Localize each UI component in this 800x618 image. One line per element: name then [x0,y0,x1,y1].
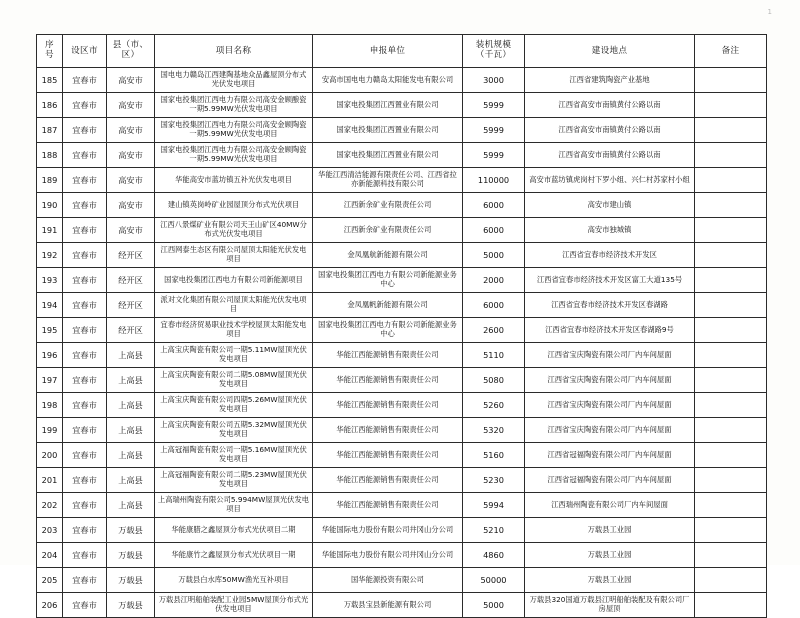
header-num-line1: 序 [45,40,54,51]
cell-remark [695,68,767,93]
cell-remark [695,393,767,418]
cell-capacity: 5110 [463,343,525,368]
cell-remark [695,568,767,593]
cell-applicant: 华能江西能源销售有限责任公司 [313,343,463,368]
cell-city: 宜春市 [63,218,107,243]
cell-remark [695,218,767,243]
table-row [37,318,767,343]
table-row [37,68,767,93]
cell-capacity: 50000 [463,568,525,593]
cell-capacity: 5999 [463,143,525,168]
cell-applicant: 华能国际电力股份有限公司井冈山分公司 [313,543,463,568]
cell-num: 194 [37,293,63,318]
cell-county: 上高县 [107,443,155,468]
cell-site: 江西省高安市南镇黄付公路以南 [525,93,695,118]
table-header-row [37,35,767,68]
header-num [37,35,63,68]
cell-site: 万载县工业园 [525,518,695,543]
cell-applicant: 华能江西能源销售有限责任公司 [313,368,463,393]
table-row [37,193,767,218]
header-capacity-line2: （千瓦） [475,50,512,60]
cell-city: 宜春市 [63,68,107,93]
cell-site: 高安市建山镇 [525,193,695,218]
cell-site: 万载县工业园 [525,568,695,593]
cell-num: 203 [37,518,63,543]
cell-remark [695,168,767,193]
cell-capacity: 4860 [463,543,525,568]
cell-num: 192 [37,243,63,268]
cell-remark [695,468,767,493]
table-row [37,593,767,618]
cell-site: 江西瑞州陶瓷有限公司厂内车间屋面 [525,493,695,518]
cell-num: 189 [37,168,63,193]
cell-num: 186 [37,93,63,118]
cell-remark [695,443,767,468]
cell-num: 195 [37,318,63,343]
cell-county: 上高县 [107,493,155,518]
cell-num: 185 [37,68,63,93]
cell-city: 宜春市 [63,543,107,568]
cell-project-name: 宜春市经济贸易职业技术学校屋顶太阳能发电项目 [155,318,313,343]
cell-remark [695,368,767,393]
cell-remark [695,293,767,318]
cell-city: 宜春市 [63,243,107,268]
cell-capacity: 5160 [463,443,525,468]
cell-capacity: 2600 [463,318,525,343]
cell-county: 万载县 [107,568,155,593]
cell-city: 宜春市 [63,418,107,443]
cell-remark [695,543,767,568]
table-row [37,568,767,593]
cell-city: 宜春市 [63,568,107,593]
cell-county: 经开区 [107,268,155,293]
cell-project-name: 上高瑞州陶瓷有限公司5.994MW屋顶光伏发电项目 [155,493,313,518]
cell-project-name: 江西八景煤矿业有限公司天王山矿区40MW分布式光伏发电项目 [155,218,313,243]
cell-project-name: 国家电投集团江西电力有限公司高安金顾酿瓷一期5.99MW光伏发电项目 [155,93,313,118]
cell-project-name: 国家电投集团江西电力有限公司高安金顾陶瓷一期5.99MW光伏发电项目 [155,118,313,143]
cell-county: 经开区 [107,318,155,343]
cell-county: 上高县 [107,343,155,368]
cell-num: 187 [37,118,63,143]
cell-num: 200 [37,443,63,468]
cell-applicant: 金凤凰帆新能源有限公司 [313,293,463,318]
cell-site: 高安市独城镇 [525,218,695,243]
cell-applicant: 江西新余矿业有限责任公司 [313,193,463,218]
cell-city: 宜春市 [63,468,107,493]
cell-county: 经开区 [107,293,155,318]
cell-applicant: 国家电投集团江西电力有限公司新能源业务中心 [313,318,463,343]
table-row [37,368,767,393]
cell-county: 高安市 [107,193,155,218]
cell-county: 上高县 [107,368,155,393]
cell-num: 199 [37,418,63,443]
cell-capacity: 5994 [463,493,525,518]
cell-site: 江西省冠福陶瓷有限公司厂内车间屋面 [525,443,695,468]
cell-num: 190 [37,193,63,218]
cell-county: 万载县 [107,543,155,568]
cell-capacity: 6000 [463,193,525,218]
cell-city: 宜春市 [63,443,107,468]
cell-county: 高安市 [107,118,155,143]
cell-site: 江西省宝庆陶瓷有限公司厂内车间屋面 [525,393,695,418]
cell-applicant: 华能江西能源销售有限责任公司 [313,493,463,518]
cell-num: 188 [37,143,63,168]
table-row [37,493,767,518]
cell-project-name: 上高宝庆陶瓷有限公司二期5.08MW屋顶光伏发电项目 [155,368,313,393]
cell-site: 万载县工业园 [525,543,695,568]
cell-project-name: 上高冠福陶瓷有限公司二期5.23MW屋顶光伏发电项目 [155,468,313,493]
cell-capacity: 5230 [463,468,525,493]
cell-applicant: 金凤凰航新能源有限公司 [313,243,463,268]
table-row [37,518,767,543]
cell-num: 198 [37,393,63,418]
cell-county: 高安市 [107,93,155,118]
cell-num: 197 [37,368,63,393]
cell-county: 上高县 [107,468,155,493]
cell-applicant: 国家电投集团江西置业有限公司 [313,93,463,118]
header-project-name: 项目名称 [155,35,313,68]
table-row [37,168,767,193]
header-capacity [463,35,525,68]
cell-capacity: 5210 [463,518,525,543]
cell-city: 宜春市 [63,493,107,518]
cell-city: 宜春市 [63,343,107,368]
cell-num: 201 [37,468,63,493]
cell-site: 江西省冠福陶瓷有限公司厂内车间屋面 [525,468,695,493]
cell-project-name: 华能高安市蓝坊镇五补光伏发电项目 [155,168,313,193]
header-site: 建设地点 [525,35,695,68]
cell-site: 江西省宜春市经济技术开发区春湖路 [525,293,695,318]
cell-city: 宜春市 [63,268,107,293]
table-row [37,93,767,118]
cell-num: 191 [37,218,63,243]
cell-city: 宜春市 [63,93,107,118]
cell-num: 206 [37,593,63,618]
cell-num: 202 [37,493,63,518]
table-row [37,143,767,168]
cell-project-name: 派对文化集团有限公司屋顶太阳能光伏发电项目 [155,293,313,318]
project-table [36,34,767,618]
cell-applicant: 华能江西清洁能源有限责任公司、江西省拉亦新能源科技有限公司 [313,168,463,193]
cell-num: 193 [37,268,63,293]
cell-applicant: 华能国际电力股份有限公司井冈山分公司 [313,518,463,543]
table-row [37,393,767,418]
table-row [37,118,767,143]
cell-county: 经开区 [107,243,155,268]
cell-applicant: 国家电投集团江西置业有限公司 [313,118,463,143]
cell-capacity: 5999 [463,118,525,143]
cell-county: 万载县 [107,593,155,618]
cell-city: 宜春市 [63,318,107,343]
cell-capacity: 5000 [463,593,525,618]
cell-county: 上高县 [107,393,155,418]
page-corner-mark: 1 [767,8,772,16]
cell-applicant: 国华能源投资有限公司 [313,568,463,593]
cell-applicant: 华能江西能源销售有限责任公司 [313,393,463,418]
cell-site: 江西省宜春市经济技术开发区 [525,243,695,268]
header-capacity-line1: 装机规模 [475,40,512,51]
header-remark: 备注 [695,35,767,68]
cell-site: 江西省宝庆陶瓷有限公司厂内车间屋面 [525,418,695,443]
cell-project-name: 华能康腊之鑫屋顶分布式光伏项目二期 [155,518,313,543]
header-city: 设区市 [63,35,107,68]
cell-remark [695,143,767,168]
cell-capacity: 5320 [463,418,525,443]
cell-city: 宜春市 [63,393,107,418]
cell-project-name: 国家电投集团江西电力有限公司高安金顾陶瓷一期5.99MW光伏发电项目 [155,143,313,168]
cell-project-name: 国电电力赣岛江西建陶基地众品鑫屋顶分布式光伏发电项目 [155,68,313,93]
cell-project-name: 建山镇英岗岭矿业园屋顶分布式光伏项目 [155,193,313,218]
cell-remark [695,518,767,543]
cell-county: 高安市 [107,218,155,243]
cell-remark [695,118,767,143]
cell-num: 196 [37,343,63,368]
cell-applicant: 安高市国电电力赣岛太阳能发电有限公司 [313,68,463,93]
cell-capacity: 5000 [463,243,525,268]
header-num-line2: 号 [45,50,54,60]
cell-project-name: 上高冠福陶瓷有限公司一期5.16MW屋顶光伏发电项目 [155,443,313,468]
cell-city: 宜春市 [63,593,107,618]
cell-remark [695,418,767,443]
cell-city: 宜春市 [63,193,107,218]
cell-project-name: 上高宝庆陶瓷有限公司一期5.11MW屋顶光伏发电项目 [155,343,313,368]
cell-num: 204 [37,543,63,568]
cell-site: 江西省高安市南镇黄付公路以南 [525,143,695,168]
cell-site: 万载县320国道万载县江明船舶装配及有限公司厂房屋顶 [525,593,695,618]
cell-county: 上高县 [107,418,155,443]
cell-site: 江西省宜春市经济技术开发区春湖路9号 [525,318,695,343]
cell-remark [695,193,767,218]
cell-project-name: 上高宝庆陶瓷有限公司五期5.32MW屋顶光伏发电项目 [155,418,313,443]
cell-site: 江西省宜春市经济技术开发区富工大道135号 [525,268,695,293]
cell-applicant: 江西新余矿业有限责任公司 [313,218,463,243]
cell-county: 高安市 [107,168,155,193]
cell-applicant: 国家电投集团江西电力有限公司新能源业务中心 [313,268,463,293]
header-county [107,35,155,68]
cell-remark [695,593,767,618]
cell-site: 高安市蓝坊镇虎岗村下罗小组、兴仁村苏家村小组 [525,168,695,193]
cell-num: 205 [37,568,63,593]
cell-applicant: 华能江西能源销售有限责任公司 [313,443,463,468]
cell-project-name: 华能康竹之鑫屋顶分布式光伏项目一期 [155,543,313,568]
cell-project-name: 上高宝庆陶瓷有限公司四期5.26MW屋顶光伏发电项目 [155,393,313,418]
table-row [37,268,767,293]
cell-capacity: 3000 [463,68,525,93]
table-row [37,343,767,368]
cell-remark [695,343,767,368]
header-county-line2: 区） [121,50,140,60]
table-row [37,443,767,468]
cell-capacity: 5260 [463,393,525,418]
cell-capacity: 6000 [463,293,525,318]
table-row [37,468,767,493]
cell-site: 江西省高安市南镇黄付公路以南 [525,118,695,143]
cell-city: 宜春市 [63,168,107,193]
cell-site: 江西省宝庆陶瓷有限公司厂内车间屋面 [525,368,695,393]
cell-capacity: 5080 [463,368,525,393]
cell-remark [695,93,767,118]
cell-capacity: 2000 [463,268,525,293]
cell-remark [695,318,767,343]
cell-capacity: 5999 [463,93,525,118]
cell-applicant: 华能江西能源销售有限责任公司 [313,468,463,493]
table-row [37,218,767,243]
table-body [37,68,767,618]
header-applicant: 申报单位 [313,35,463,68]
cell-capacity: 110000 [463,168,525,193]
cell-capacity: 6000 [463,218,525,243]
cell-city: 宜春市 [63,143,107,168]
cell-remark [695,268,767,293]
project-table-wrapper [36,34,766,618]
cell-city: 宜春市 [63,293,107,318]
cell-city: 宜春市 [63,118,107,143]
cell-applicant: 万载县宝县新能源有限公司 [313,593,463,618]
cell-remark [695,493,767,518]
cell-site: 江西省建筑陶瓷产业基地 [525,68,695,93]
table-row [37,243,767,268]
cell-site: 江西省宝庆陶瓷有限公司厂内车间屋面 [525,343,695,368]
table-header [37,35,767,68]
cell-city: 宜春市 [63,368,107,393]
cell-county: 高安市 [107,68,155,93]
cell-county: 万载县 [107,518,155,543]
cell-remark [695,243,767,268]
table-row [37,418,767,443]
table-row [37,293,767,318]
header-county-line1: 县（市、 [112,40,149,51]
cell-applicant: 华能江西能源销售有限责任公司 [313,418,463,443]
table-row [37,543,767,568]
cell-project-name: 万载县江明船舶装配工业园5MW屋顶分布式光伏发电项目 [155,593,313,618]
cell-applicant: 国家电投集团江西置业有限公司 [313,143,463,168]
cell-city: 宜春市 [63,518,107,543]
cell-project-name: 万载县白水库50MW渔光互补项目 [155,568,313,593]
cell-project-name: 江西网泰生态区有限公司屋顶太阳能光伏发电项目 [155,243,313,268]
cell-project-name: 国家电投集团江西电力有限公司新能源项目 [155,268,313,293]
cell-county: 高安市 [107,143,155,168]
